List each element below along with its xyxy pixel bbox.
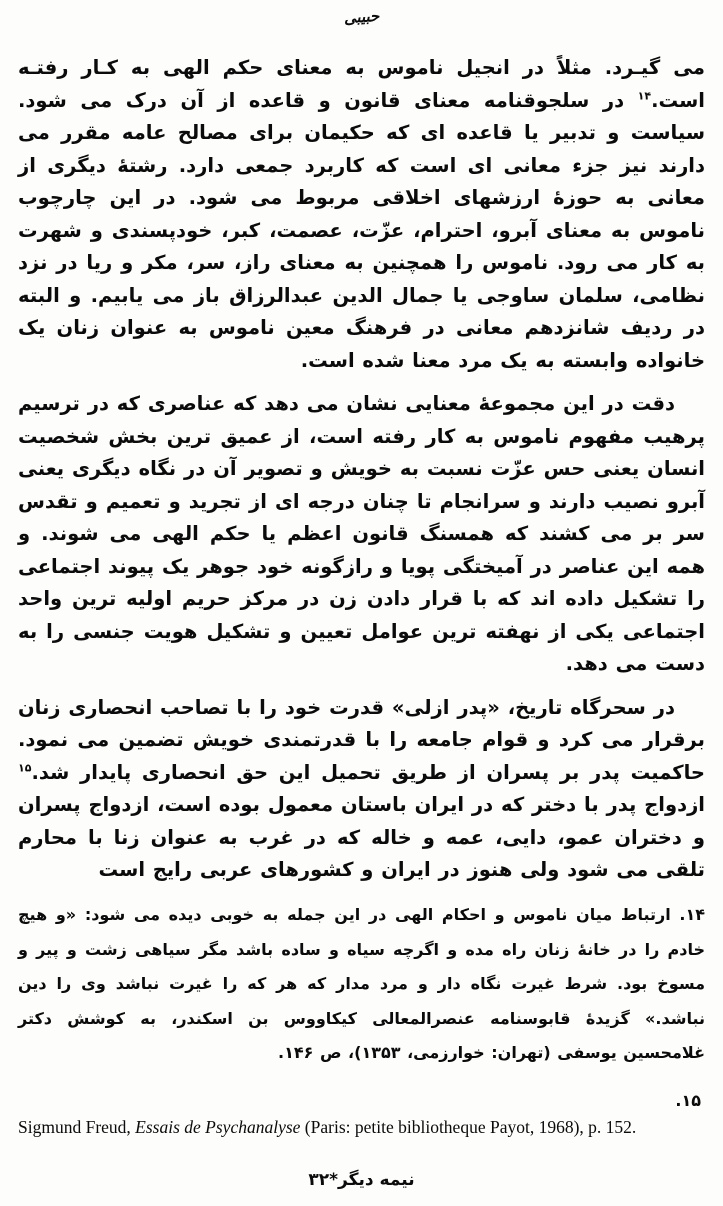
footnote-ref-15: ۱۵ bbox=[18, 761, 32, 774]
citation-title: Essais de Psychanalyse bbox=[135, 1116, 301, 1137]
paragraph-1 bbox=[18, 52, 705, 377]
footnote-14: ۱۴. ارتباط میان ناموس و احکام الهی در این جمله به خوبی دیده می شود: «و هیچ خادم را در خانهٔ زنان راه مده و اگرچه سیاه و ساده باشد مگر سیاهی زشت و پیر و مسوخ بود. شرط غیرت نگاه دار و مرد مدار که هر که را غیرت نباشد وی را دین نباشد.» گزیدهٔ قابوسنامه عنصرالمعالی کیکاووس بن اسکندر، به کوشش دکتر غلامحسین یوسفی (تهران: خوارزمی، ۱۳۵۳)، ص ۱۴۶. bbox=[18, 905, 705, 1062]
paragraph-3-text-continued: ازدواج پدر با دختر که در ایران باستان معمول بوده است، ازدواج پسران و دختران عمو، دایی، عمه و خاله که در غرب به عنوان زنا با محارم تلقی می شود ولی هنوز در ایران و کشورهای عربی رایج است bbox=[18, 793, 705, 881]
handwritten-header-mark: حبیبی bbox=[343, 6, 380, 28]
journal-footer: نیمه دیگر*۳۲ bbox=[308, 1170, 415, 1190]
footnote-15-label: ۱۵. bbox=[675, 1090, 701, 1110]
article-body bbox=[18, 52, 705, 887]
citation-author: Sigmund Freud, bbox=[18, 1116, 136, 1137]
paragraph-3-text: در سحرگاه تاریخ، «پدر ازلی» قدرت خود را با تصاحب انحصاری زنان برقرار می کرد و قوام جامعه را با قدرتمندی خویش تضمین می نمود. حاکمیت پدر بر پسران از طریق تحمیل این حق انحصاری پایدار شد. bbox=[18, 695, 705, 784]
footnotes-section bbox=[18, 898, 705, 1141]
paragraph-2: دقت در این مجموعهٔ معنایی نشان می دهد که عناصری که در ترسیم پرهیب مفهوم ناموس به کار رفته است، از عمیق ترین بخش شخصیت انسان یعنی حس عزّت نسبت به خویش و تصویر آن در نگاه دیگری یعنی آبرو نصیب دارند و سرانجام تا چنان درجه ای از تجرید و تعمیم و تقدس سر بر می کشند که همسنگ قانون اعظم یا حکم الهی می شوند. و همه این عناصر در آمیختگی پویا و رازگونه خود جوهر یک پیوند اجتماعی را تشکیل داده اند که با قرار دادن زن در مرکز حریم اولیه ترین واحد اجتماعی یکی از نهفته ترین عوامل تعیین و تشکیل هویت جنسی را به دست می دهد. bbox=[18, 392, 705, 675]
paragraph-1-text-continued: در سلجوقنامه معنای قانون و قاعده از آن درک می شود. سیاست و تدبیر یا قاعده ای که حکیمان برای مصالح عامه مقرر می دارند نیز جزء معانی ای است که کاربرد جمعی دارد. رشتهٔ دیگری از معانی به حوزهٔ ارزشهای اخلاقی مربوط می شود. در این چارچوب ناموس به معنای آبرو، احترام، عزّت، عصمت، کبر، خودپسندی و شهرت به کار می رود. ناموس را همچنین به معنای راز، سر، مکر و ریا در نزد نظامی، سلمان ساوجی یا جمال الدین عبدالرزاق باز می یابیم. و البته در ردیف شانزدهم معانی در فرهنگ معین ناموس به عنوان زنان یک خانواده وابسته به یک مرد معنا شده است. bbox=[18, 88, 705, 372]
footnote-ref-14: ۱۴ bbox=[637, 89, 652, 102]
paragraph-1-text: می گیـرد. مثلاً در انجیل ناموس به معنای حکم الهی به کـار رفتـه است. bbox=[18, 56, 705, 112]
footnote-15-citation bbox=[18, 1114, 705, 1141]
paragraph-3 bbox=[18, 692, 705, 887]
citation-publisher-page: (Paris: petite bibliotheque Payot, 1968), p. 152. bbox=[300, 1116, 637, 1137]
